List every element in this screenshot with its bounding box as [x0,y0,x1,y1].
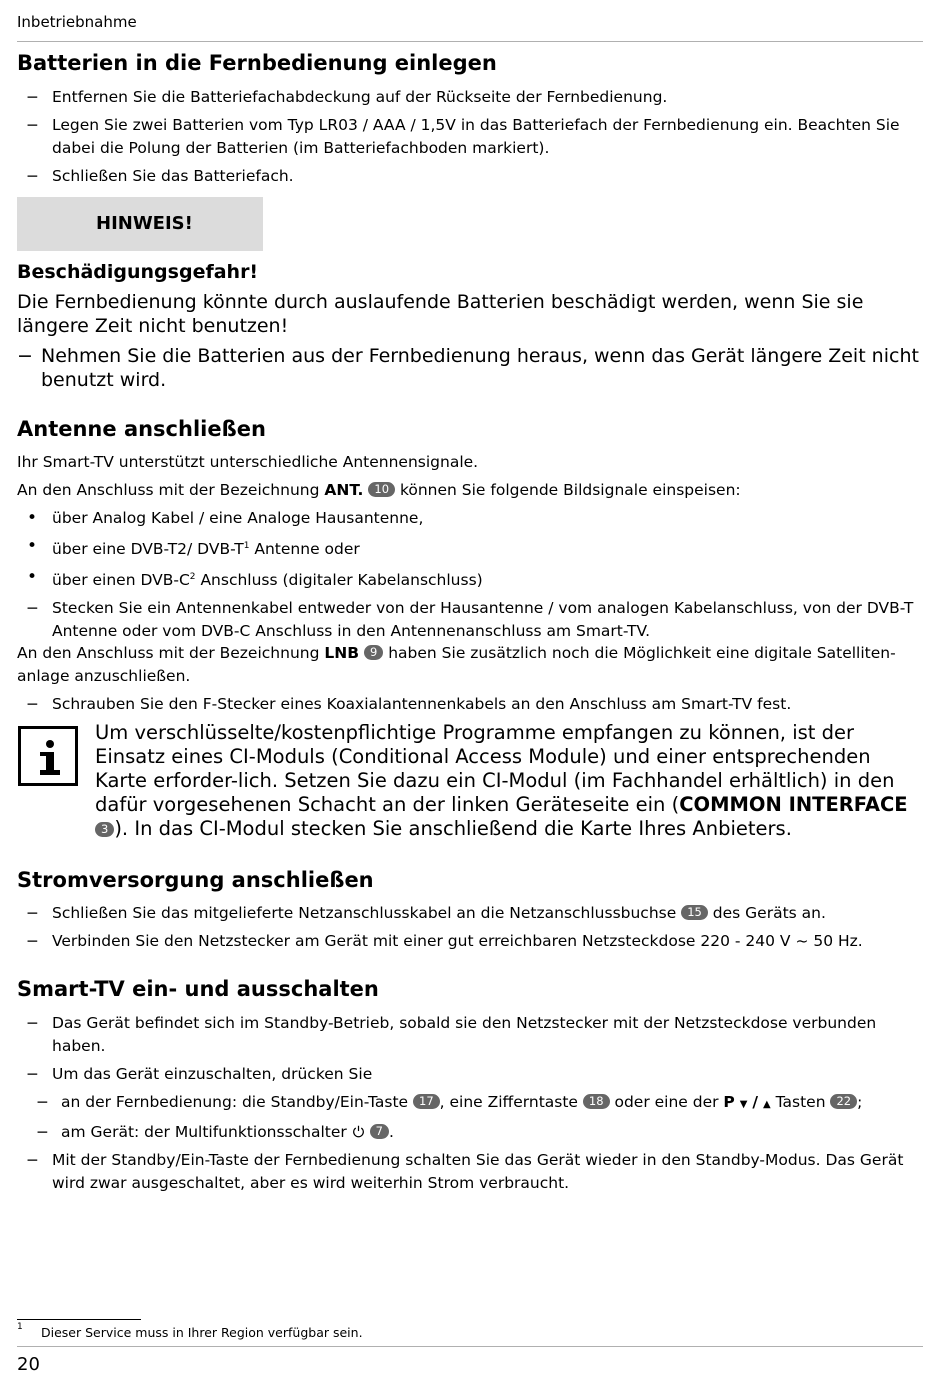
antenna-heading: Antenne anschließen [17,417,266,441]
list-item: − Mit der Standby/Ein-Taste der Fernbedienung schalten Sie das Gerät wieder in den Standby-Modus. Das Gerät wird zwar ausgeschaltet, aber es wird weiterhin Strom verbraucht. [17,1149,923,1195]
notice-steps [17,344,923,392]
number-badge: 7 [370,1124,389,1139]
list-item [17,902,923,925]
text: . [388,1123,394,1141]
text: können Sie folgende Bildsignale einspeisen: [395,481,741,499]
arrow-down-icon: ▼ [739,1099,748,1110]
text: An den Anschluss mit der Bezeichnung [17,644,325,662]
list-item: − Das Gerät befindet sich im Standby-Betrieb, sobald sie den Netzstecker mit der Netzsteckdose verbunden haben. [17,1012,923,1058]
info-text [95,721,923,841]
header-divider [17,41,923,42]
common-interface-label: COMMON INTERFACE [679,793,908,816]
list-item [17,1091,923,1116]
onoff-heading: Smart-TV ein- und ausschalten [17,977,379,1001]
page-number: 20 [17,1354,40,1375]
antenna-ant-text [17,479,923,502]
text: Anschluss (digitaler Kabelanschluss) [195,571,483,589]
antenna-signals [17,507,923,648]
notice-label: HINWEIS! [96,213,193,234]
lnb-label: LNB [324,644,360,662]
footnote-divider [17,1319,141,1320]
footnote-ref: 1 [243,541,250,551]
footnote-text: Dieser Service muss in Ihrer Region verfügbar sein. [41,1325,363,1340]
number-badge: 17 [413,1094,440,1109]
list-item: − Verbinden Sie den Netzstecker am Gerät mit einer gut erreichbaren Netzsteckdose 220 - 240 V ~ 50 Hz. [17,930,923,953]
text: , eine Zifferntaste [439,1093,583,1111]
antenna-steps-2 [17,693,923,721]
text: Antenne oder [249,540,360,558]
ant-label: ANT. [324,481,364,499]
list-item [17,535,923,561]
arrow-up-icon: ▲ [762,1099,771,1110]
text: oder eine der [609,1093,724,1111]
list-item: − Schließen Sie das Batteriefach. [17,165,923,188]
text: Um verschlüsselte/kostenpflichtige Programme empfangen zu können, ist der Einsatz eines CI-Moduls (Conditional Access Module) und einer entsprechenden Karte erforder-lich. Setzen Sie dazu ein CI-Modul (im Fachhandel erhältlich) in den dafür vorgesehenen Schacht an der linken Geräteseite ein ( [95,721,895,816]
text: am Gerät: der Multifunktionsschalter [61,1123,352,1141]
text: ). In das CI-Modul stecken Sie anschließend die Karte Ihres Anbieters. [114,817,792,840]
text: ; [857,1093,863,1111]
notice-box [17,197,263,251]
antenna-intro: Ihr Smart-TV unterstützt unterschiedliche Antennensignale. [17,453,479,471]
list-item: − Nehmen Sie die Batterien aus der Fernbedienung heraus, wenn das Gerät längere Zeit nicht benutzt wird. [17,344,923,392]
text: An den Anschluss mit der Bezeichnung [17,481,325,499]
power-steps [17,902,923,958]
onoff-steps [17,1012,923,1200]
number-badge: 9 [364,645,383,660]
list-item: − Legen Sie zwei Batterien vom Typ LR03 / AAA / 1,5V in das Batteriefach der Fernbedienung ein. Beachten Sie dabei die Polung der Batterien (im Batteriefachboden markiert). [17,114,923,160]
batteries-heading: Batterien in die Fernbedienung einlegen [17,51,497,75]
batteries-steps [17,86,923,193]
info-icon [18,726,78,786]
number-badge: 22 [830,1094,857,1109]
notice-title: Beschädigungsgefahr! [17,261,259,283]
number-badge: 15 [681,905,708,920]
list-item: − Entfernen Sie die Batteriefachabdeckung auf der Rückseite der Fernbedienung. [17,86,923,109]
list-item: • über Analog Kabel / eine Analoge Hausantenne, [17,507,923,530]
number-badge: 18 [583,1094,610,1109]
text: Schließen Sie das mitgelieferte Netzanschlusskabel an die Netzanschlussbuchse [52,904,682,922]
text: über einen DVB-C [52,571,190,589]
running-head: Inbetriebnahme [17,13,137,31]
list-item: − Um das Gerät einzuschalten, drücken Sie [17,1063,923,1086]
list-item: − Stecken Sie ein Antennenkabel entweder von der Hausantenne / vom analogen Kabelanschluss, von der DVB-T Antenne oder vom DVB-C Anschluss in den Antennenanschluss am Smart-TV. [17,597,923,643]
text: an der Fernbedienung: die Standby/Ein-Taste [61,1093,413,1111]
notice-text: Die Fernbedienung könnte durch auslaufende Batterien beschädigt werden, wenn Sie sie längere Zeit nicht benutzen! [17,291,864,337]
footnote-number: 1 [17,1322,23,1332]
slash: / [752,1093,759,1111]
text: Tasten [775,1093,831,1111]
power-heading: Stromversorgung anschließen [17,868,374,892]
footnote-ref: 2 [189,572,196,582]
number-badge: 10 [368,482,395,497]
antenna-lnb-text [17,642,923,688]
list-item [17,1121,923,1144]
p-key-label: P [723,1093,735,1111]
list-item [17,566,923,592]
power-icon [352,1125,365,1138]
footer-divider [17,1346,923,1347]
text: über eine DVB-T2/ DVB-T [52,540,244,558]
list-item: − Schrauben Sie den F-Stecker eines Koaxialantennenkabels an den Anschluss am Smart-TV fest. [17,693,923,716]
text: haben Sie zusätzlich noch die Möglichkeit eine digitale Satelliten-anlage anzuschließen. [17,644,896,685]
text: des Geräts an. [707,904,826,922]
number-badge: 3 [95,822,114,837]
